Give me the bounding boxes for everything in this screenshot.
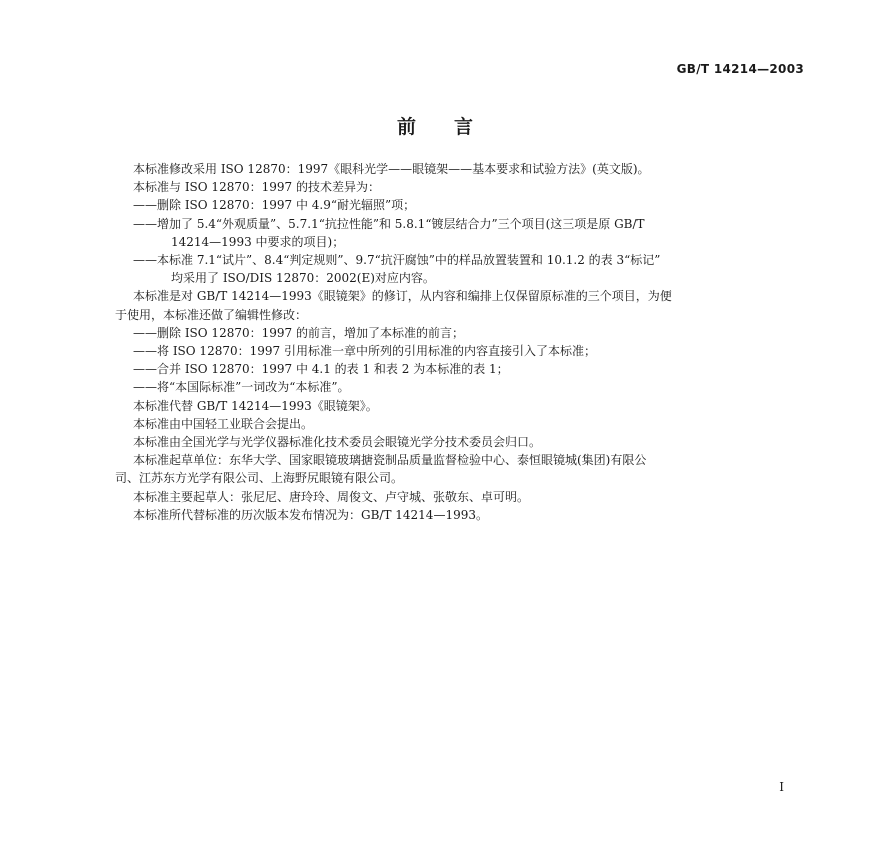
text-line: 本标准所代替标准的历次版本发布情况为：GB/T 14214—1993。 bbox=[133, 507, 488, 522]
text-line: 司、江苏东方光学有限公司、上海野尻眼镜有限公司。 bbox=[115, 471, 404, 486]
page-title: 前言 bbox=[396, 116, 511, 138]
text-line: 均采用了 ISO/DIS 12870：2002(E)对应内容。 bbox=[171, 271, 435, 286]
foreword-body bbox=[115, 160, 805, 524]
text-line: 本标准由中国轻工业联合会提出。 bbox=[133, 416, 314, 431]
standard-code: GB/T 14214—2003 bbox=[676, 62, 804, 76]
text-line: ——将“本国际标准”一词改为“本标准”。 bbox=[133, 380, 350, 395]
text-line: ——本标准 7.1“试片”、8.4“判定规则”、9.7“抗汗腐蚀”中的样品放置装置和 10.1.2 的表 3“标记” bbox=[133, 253, 661, 268]
text-line: 本标准主要起草人：张尼尼、唐玲玲、周俊文、卢守城、张敬东、卓可明。 bbox=[133, 489, 530, 504]
text-line: 14214—1993 中要求的项目)； bbox=[171, 234, 345, 249]
text-line: 本标准与 ISO 12870：1997 的技术差异为： bbox=[133, 180, 380, 195]
text-line: ——删除 ISO 12870：1997 中 4.9“耐光辐照”项； bbox=[133, 198, 416, 213]
text-line: 本标准起草单位：东华大学、国家眼镜玻璃搪瓷制品质量监督检验中心、泰恒眼镜城(集团)有限公 bbox=[133, 453, 647, 468]
text-line: 本标准由全国光学与光学仪器标准化技术委员会眼镜光学分技术委员会归口。 bbox=[133, 435, 542, 450]
page-number: I bbox=[779, 780, 784, 794]
text-line: 于使用，本标准还做了编辑性修改： bbox=[115, 307, 308, 322]
text-line: 本标准代替 GB/T 14214—1993《眼镜架》。 bbox=[133, 398, 378, 413]
text-line: ——增加了 5.4“外观质量”、5.7.1“抗拉性能”和 5.8.1“镀层结合力”三个项目(这三项是原 GB/T bbox=[133, 216, 645, 231]
text-line: ——将 ISO 12870：1997 引用标准一章中所列的引用标准的内容直接引入了本标准； bbox=[133, 344, 596, 359]
text-line: 本标准修改采用 ISO 12870：1997《眼科光学——眼镜架——基本要求和试验方法》(英文版)。 bbox=[133, 162, 650, 176]
text-line: ——合并 ISO 12870：1997 中 4.1 的表 1 和表 2 为本标准的表 1； bbox=[133, 362, 509, 377]
text-line: 本标准是对 GB/T 14214—1993《眼镜架》的修订，从内容和编排上仅保留原标准的三个项目，为便 bbox=[133, 289, 672, 304]
text-line: ——删除 ISO 12870：1997 的前言，增加了本标准的前言； bbox=[133, 325, 464, 340]
